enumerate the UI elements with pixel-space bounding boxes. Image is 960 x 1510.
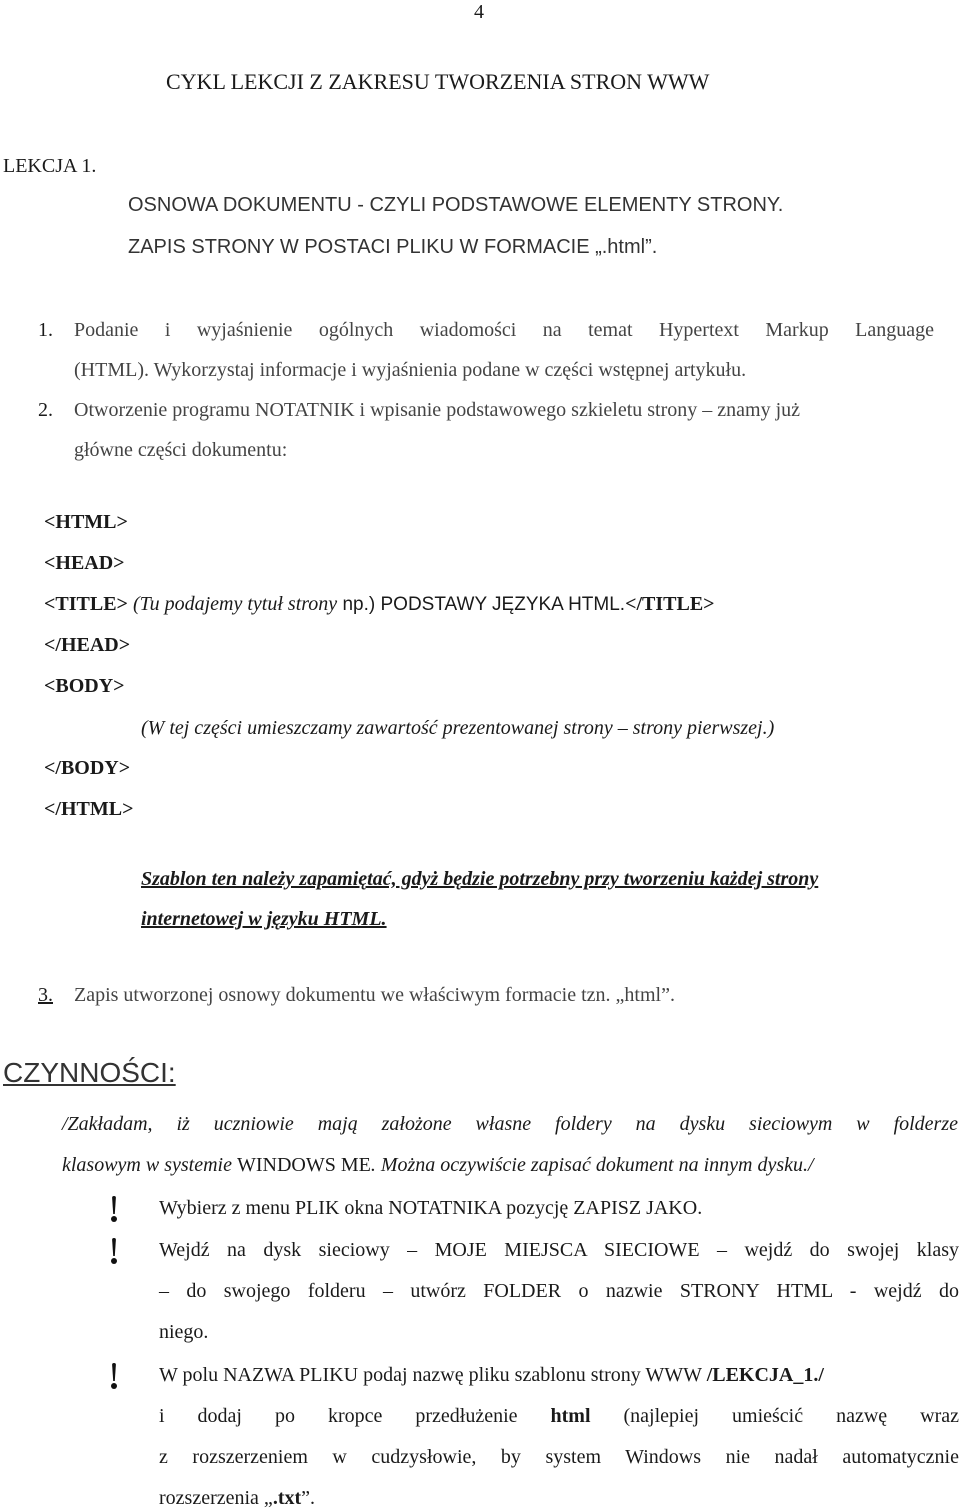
lesson-subtitle-1: OSNOWA DOKUMENTU - CZYLI PODSTAWOWE ELEMENTY STRONY. — [128, 194, 784, 216]
step-3-line-4a: rozszerzenia „ — [159, 1487, 273, 1509]
item-2-number: 2. — [38, 399, 53, 421]
item-3-text: Zapis utworzonej osnowy dokumentu we właściwym formacie tzn. „html”. — [74, 984, 675, 1006]
tag-html-close: </HTML> — [44, 798, 134, 820]
item-1-line-1: Podanie i wyjaśnienie ogólnych wiadomości na temat Hypertext Markup Language — [74, 319, 934, 341]
remember-line-1: Szablon ten należy zapamiętać, gdyż będzie potrzebny przy tworzeniu każdej strony — [141, 868, 819, 890]
intro-line-2a: klasowym w systemie — [62, 1154, 237, 1176]
item-1-line-2: (HTML). Wykorzystaj informacje i wyjaśnienia podane w części wstępnej artykułu. — [74, 359, 747, 381]
step-3-line-2c: (najlepiej umieścić nazwę wraz — [590, 1405, 960, 1427]
step-3-extension: html — [550, 1405, 591, 1427]
intro-line-2c: . Można oczywiście zapisać dokument na innym dysku./ — [370, 1154, 814, 1176]
document-title: CYKL LEKCJI Z ZAKRESU TWORZENIA STRON WWW — [166, 69, 710, 94]
body-note: (W tej części umieszczamy zawartość prezentowanej strony – strony pierwszej.) — [141, 717, 775, 739]
exclamation-bullet-icon — [110, 1196, 118, 1222]
step-3-line-4 — [159, 1486, 315, 1510]
step-2-line-3: niego. — [159, 1321, 209, 1343]
remember-line-2: internetowej w języku HTML. — [141, 908, 387, 930]
item-2-line-2: główne części dokumentu: — [74, 439, 288, 461]
title-row — [44, 592, 715, 617]
item-2-line-1: Otworzenie programu NOTATNIK i wpisanie podstawowego szkieletu strony – znamy już — [74, 399, 800, 421]
step-3-line-1 — [159, 1363, 824, 1387]
title-note: (Tu podajemy tytuł strony — [132, 593, 338, 615]
title-note-np: np.) — [337, 594, 376, 615]
item-1-number: 1. — [38, 319, 53, 341]
tag-head-close: </HEAD> — [44, 634, 131, 656]
lesson-subtitle-2: ZAPIS STRONY W POSTACI PLIKU W FORMACIE „.html”. — [128, 236, 658, 258]
step-3-line-3: z rozszerzeniem w cudzysłowie, by system Windows nie nadał automatycznie — [159, 1446, 959, 1468]
intro-line-2b: WINDOWS ME — [236, 1154, 371, 1176]
step-2-line-1: Wejdź na dysk sieciowy – MOJE MIEJSCA SIECIOWE – wejdź do swojej klasy — [159, 1239, 959, 1261]
item-3-number: 3. — [38, 984, 53, 1006]
step-1-line-1: Wybierz z menu PLIK okna NOTATNIKA pozycję ZAPISZ JAKO. — [159, 1197, 703, 1219]
tag-head-open: <HEAD> — [44, 552, 125, 574]
intro-line-1: /Zakładam, iż uczniowie mają założone własne foldery na dysku sieciowym w folderze — [62, 1113, 958, 1135]
step-3-line-4c: ”. — [301, 1487, 316, 1509]
step-2-line-2: – do swojego folderu – utwórz FOLDER o nazwie STRONY HTML - wejdź do — [159, 1280, 959, 1302]
tag-title-close: </TITLE> — [625, 593, 715, 615]
title-text: PODSTAWY JĘZYKA HTML. — [375, 594, 626, 615]
step-3-filename: /LEKCJA_1./ — [706, 1364, 824, 1386]
step-3-line-2 — [159, 1404, 959, 1428]
tag-body-close: </BODY> — [44, 757, 131, 779]
step-3-txt: .txt — [272, 1487, 302, 1509]
tag-body-open: <BODY> — [44, 675, 125, 697]
page-number: 4 — [474, 1, 484, 23]
czynnosci-heading: CZYNNOŚCI: — [3, 1057, 176, 1088]
exclamation-bullet-icon — [110, 1238, 118, 1264]
exclamation-bullet-icon — [110, 1363, 118, 1389]
lesson-label: LEKCJA 1. — [3, 155, 97, 177]
tag-html-open: <HTML> — [44, 511, 128, 533]
step-3-line-1a: W polu NAZWA PLIKU podaj nazwę pliku szablonu strony WWW — [159, 1364, 707, 1386]
step-3-line-2a: i dodaj po kropce przedłużenie — [159, 1405, 551, 1427]
intro-line-2 — [62, 1153, 814, 1177]
tag-title-open: <TITLE> — [44, 593, 128, 615]
